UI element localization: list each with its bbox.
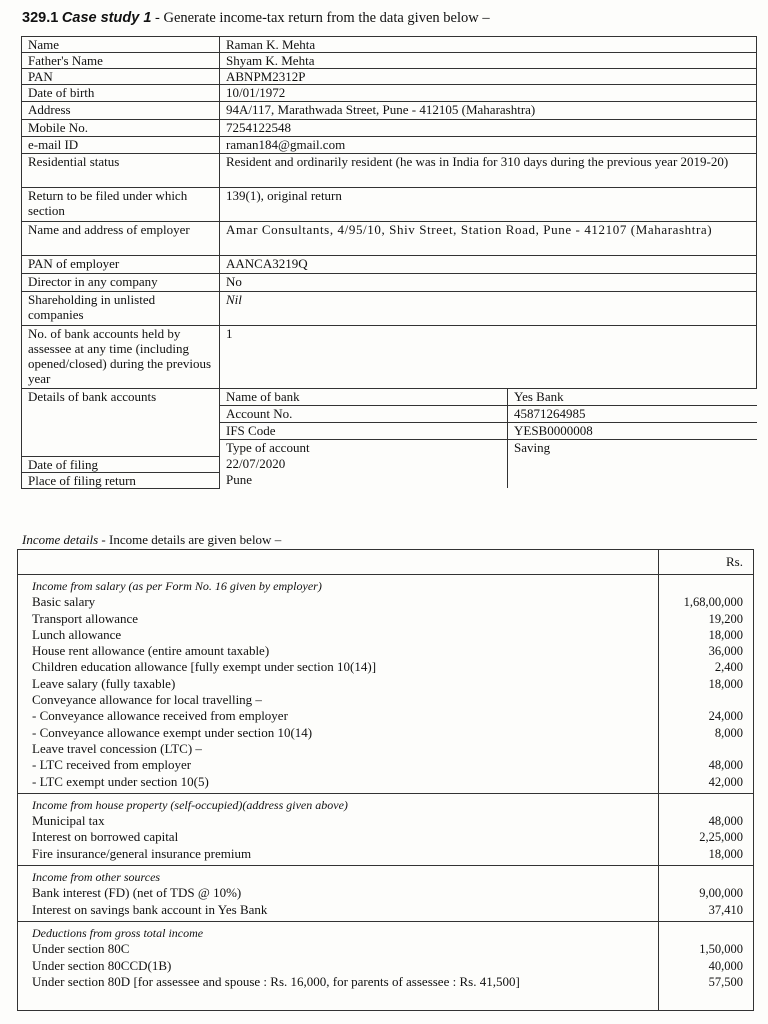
income-item-label: Conveyance allowance for local travelling –: [32, 692, 262, 708]
bank-field: Type of account: [220, 440, 508, 457]
income-item-label: Leave salary (fully taxable): [32, 675, 176, 691]
question-number: 329.1: [22, 10, 59, 26]
bank-details-label: Details of bank accounts: [22, 389, 220, 457]
bank-field: Name of bank: [220, 389, 508, 406]
income-details-title: [22, 532, 281, 548]
income-item-amount: 48,000: [708, 814, 743, 829]
income-item-amount: 18,000: [708, 676, 743, 691]
detail-label: Director in any company: [22, 274, 220, 292]
filing-subrow: [220, 472, 757, 488]
income-item-row: [18, 611, 753, 627]
section-heading: Income from house property (self-occupied)(address given above): [32, 797, 348, 812]
income-details-text: - Income details are given below –: [98, 532, 282, 547]
income-item-row: [18, 958, 753, 974]
detail-value: 94A/117, Marathwada Street, Pune - 412105 (Maharashtra): [220, 102, 757, 120]
bank-value: Saving: [508, 440, 757, 457]
income-item-amount: [656, 741, 753, 757]
income-item-row: [18, 676, 753, 692]
filing-value: Pune: [220, 472, 508, 488]
detail-label: Address: [22, 102, 220, 120]
filing-row: [22, 456, 757, 472]
income-item-row: [18, 594, 753, 610]
income-details-table: [17, 549, 754, 1011]
income-item-label: Bank interest (FD) (net of TDS @ 10%): [32, 885, 242, 901]
income-item-row: [18, 813, 753, 829]
detail-row: [22, 154, 757, 188]
income-item-label: Interest on borrowed capital: [32, 829, 179, 845]
section-heading-amount: [656, 797, 753, 813]
case-study-heading: [22, 10, 490, 27]
detail-label: Name and address of employer: [22, 222, 220, 256]
detail-label: Mobile No.: [22, 120, 220, 137]
section-heading-amount: [656, 578, 753, 594]
detail-value: Amar Consultants, 4/95/10, Shiv Street, Station Road, Pune - 412107 (Maharashtra): [220, 222, 757, 256]
filing-label: Date of filing: [22, 456, 220, 472]
currency-header: Rs.: [726, 554, 743, 569]
detail-value: Nil: [220, 292, 757, 326]
detail-label: PAN of employer: [22, 256, 220, 274]
detail-value: 1: [220, 326, 757, 389]
section-heading: Income from other sources: [32, 870, 161, 885]
detail-label: e-mail ID: [22, 137, 220, 154]
detail-label: No. of bank accounts held by assessee at any time (including opened/closed) during the previous year: [22, 326, 220, 389]
income-item-amount: 40,000: [708, 958, 743, 973]
section-heading: Income from salary (as per Form No. 16 given by employer): [32, 579, 322, 593]
income-item-row: [18, 725, 753, 741]
income-item-amount: [656, 692, 753, 708]
income-item-label: Basic salary: [32, 594, 96, 610]
bank-value: 45871264985: [508, 406, 757, 423]
section-heading-row: [18, 578, 753, 594]
income-item-label: Interest on savings bank account in Yes Bank: [32, 901, 268, 917]
detail-value: 10/01/1972: [220, 85, 757, 102]
detail-row: [22, 102, 757, 120]
currency-header-row: [18, 550, 753, 575]
bank-row: [220, 423, 757, 440]
detail-value: raman184@gmail.com: [220, 137, 757, 154]
income-item-label: Transport allowance: [32, 610, 139, 626]
detail-value: 139(1), original return: [220, 188, 757, 222]
income-item-amount: 2,25,000: [699, 830, 743, 845]
heading-text: - Generate income-tax return from the data given below –: [151, 10, 490, 26]
bank-row: [220, 406, 757, 423]
detail-value: Resident and ordinarily resident (he was in India for 310 days during the previous year 2019-20): [220, 154, 757, 188]
income-item-amount: 19,200: [708, 611, 743, 626]
detail-label: Shareholding in unlisted companies: [22, 292, 220, 326]
income-item-row: [18, 774, 753, 790]
income-item-label: Lunch allowance: [32, 626, 122, 642]
bank-details-cell: [220, 389, 757, 457]
income-item-amount: 24,000: [708, 709, 743, 724]
income-item-amount: 48,000: [708, 758, 743, 773]
filing-subtable: [220, 472, 757, 488]
income-section: [18, 922, 753, 993]
income-details-italic: Income details: [22, 532, 99, 547]
detail-row: [22, 326, 757, 389]
detail-row: [22, 85, 757, 102]
income-item-label: - Conveyance allowance received from employer: [32, 708, 288, 724]
income-item-label: Under section 80C: [32, 941, 130, 957]
case-study-label: Case study 1: [61, 10, 152, 26]
income-item-label: - LTC exempt under section 10(5): [32, 773, 209, 789]
section-heading: Deductions from gross total income: [32, 925, 204, 940]
income-item-amount: 18,000: [708, 627, 743, 642]
filing-value: 22/07/2020: [220, 456, 508, 472]
detail-value: No: [220, 274, 757, 292]
detail-row: [22, 188, 757, 222]
detail-value: Shyam K. Mehta: [220, 53, 757, 69]
income-item-row: [18, 885, 753, 901]
income-item-amount: 9,00,000: [699, 886, 743, 901]
detail-row: [22, 256, 757, 274]
bank-field: Account No.: [220, 406, 508, 423]
income-item-row: [18, 627, 753, 643]
filing-empty: [508, 456, 757, 472]
section-heading-row: [18, 869, 753, 885]
income-item-label: - LTC received from employer: [32, 757, 192, 773]
detail-label: Father's Name: [22, 53, 220, 69]
assessee-details-table: [21, 36, 757, 489]
income-item-row: [18, 902, 753, 918]
income-item-amount: 37,410: [708, 902, 743, 917]
detail-row: [22, 53, 757, 69]
section-heading-amount: [656, 925, 753, 941]
filing-empty: [508, 472, 757, 488]
income-item-row: [18, 941, 753, 957]
income-item-label: Leave travel concession (LTC) –: [32, 740, 202, 756]
income-item-row: [18, 741, 753, 757]
income-item-row: [18, 974, 753, 990]
income-section: [18, 794, 753, 866]
detail-row: [22, 137, 757, 154]
income-item-amount: 57,500: [708, 974, 743, 989]
section-heading-amount: [656, 869, 753, 885]
filing-cell: [220, 456, 757, 472]
detail-label: PAN: [22, 69, 220, 85]
income-item-amount: 1,68,00,000: [683, 595, 743, 610]
income-item-label: - Conveyance allowance exempt under section 10(14): [32, 724, 313, 740]
income-item-row: [18, 643, 753, 659]
detail-label: Return to be filed under which section: [22, 188, 220, 222]
detail-value: AANCA3219Q: [220, 256, 757, 274]
income-item-label: Under section 80CCD(1B): [32, 957, 172, 973]
detail-label: Name: [22, 37, 220, 53]
income-item-label: House rent allowance (entire amount taxable): [32, 643, 270, 659]
detail-value: Raman K. Mehta: [220, 37, 757, 53]
detail-row: [22, 37, 757, 53]
income-item-row: [18, 829, 753, 845]
income-item-amount: 1,50,000: [699, 942, 743, 957]
income-item-amount: 42,000: [708, 774, 743, 789]
detail-row: [22, 292, 757, 326]
income-item-label: Municipal tax: [32, 813, 105, 829]
income-item-amount: 2,400: [714, 660, 743, 675]
detail-value: ABNPM2312P: [220, 69, 757, 85]
income-item-row: [18, 846, 753, 862]
filing-label: Place of filing return: [22, 472, 220, 488]
detail-row: [22, 274, 757, 292]
income-item-row: [18, 692, 753, 708]
income-item-label: Children education allowance [fully exempt under section 10(14)]: [32, 659, 377, 675]
income-item-row: [18, 757, 753, 773]
bank-value: Yes Bank: [508, 389, 757, 406]
detail-label: Residential status: [22, 154, 220, 188]
income-item-row: [18, 708, 753, 724]
section-heading-row: [18, 797, 753, 813]
filing-subrow: [220, 456, 757, 472]
income-item-label: Under section 80D [for assessee and spouse : Rs. 16,000, for parents of assessee : Rs. 41,500]: [32, 973, 520, 989]
bank-details-row: [22, 389, 757, 457]
filing-subtable: [220, 456, 757, 472]
income-section: [18, 866, 753, 922]
income-item-amount: 18,000: [708, 846, 743, 861]
income-item-label: Fire insurance/general insurance premium: [32, 845, 252, 861]
detail-row: [22, 69, 757, 85]
detail-row: [22, 222, 757, 256]
income-section: [18, 575, 753, 794]
filing-cell: [220, 472, 757, 488]
bank-field: IFS Code: [220, 423, 508, 440]
income-item-row: [18, 659, 753, 675]
detail-value: 7254122548: [220, 120, 757, 137]
bank-details-table: [220, 389, 757, 456]
detail-label: Date of birth: [22, 85, 220, 102]
bank-row: [220, 440, 757, 457]
bank-value: YESB0000008: [508, 423, 757, 440]
income-item-amount: 8,000: [714, 725, 743, 740]
bank-row: [220, 389, 757, 406]
income-item-amount: 36,000: [708, 644, 743, 659]
detail-row: [22, 120, 757, 137]
section-heading-row: [18, 925, 753, 941]
filing-row: [22, 472, 757, 488]
